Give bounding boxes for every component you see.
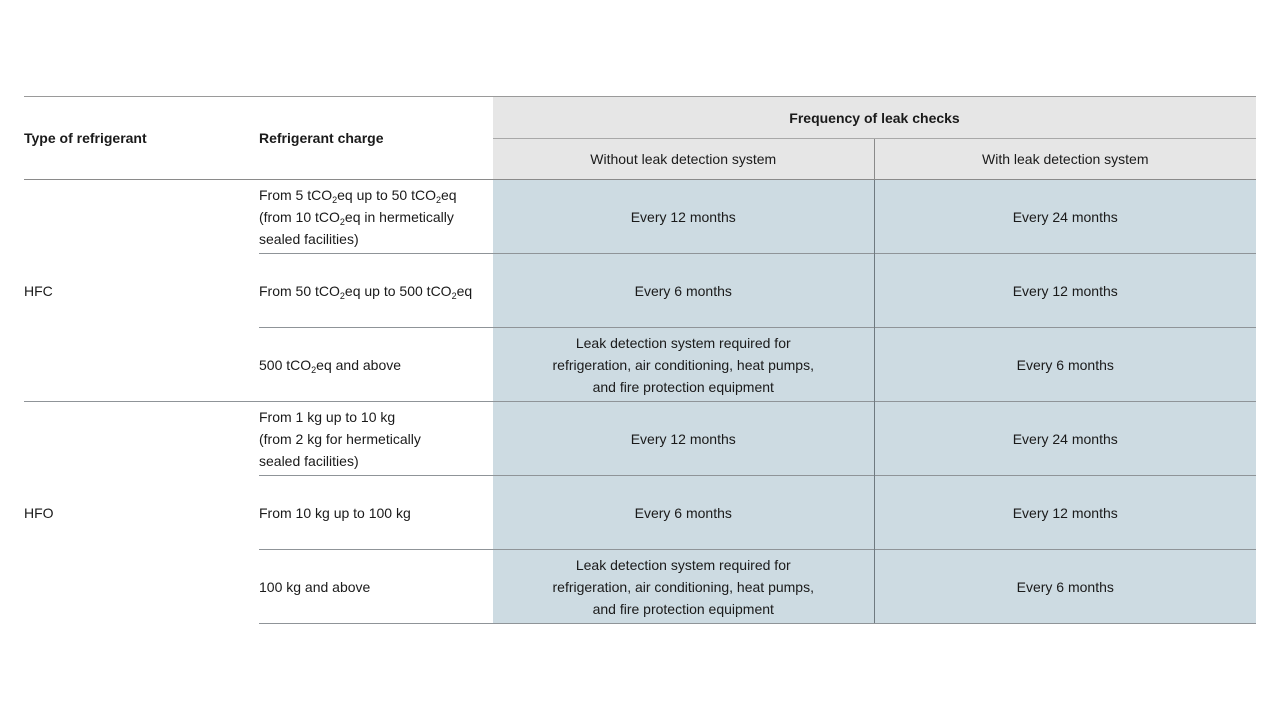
without-cell: [493, 550, 874, 624]
charge-line: (from 2 kg for hermetically: [259, 430, 421, 447]
leak-check-table: [24, 96, 1256, 624]
with-value: Every 24 months: [1012, 430, 1118, 447]
header-frequency-group: [493, 97, 1256, 139]
charge-line: From 50 tCO$_2$eq up to 500 tCO$_2$eq: [259, 282, 473, 301]
without-cell: [493, 328, 874, 402]
charge-line: sealed facilities): [259, 230, 359, 247]
without-cell: [493, 476, 874, 550]
refrigerant-type: HFC: [24, 282, 53, 299]
header-without: [493, 139, 874, 180]
charge-cell: [259, 254, 493, 328]
header-type: [24, 97, 259, 180]
refrigerant-type-cell: [24, 402, 259, 624]
without-line: and fire protection equipment: [592, 378, 774, 395]
charge-cell: [259, 402, 493, 476]
without-line: Leak detection system required for: [575, 556, 791, 573]
charge-cell: [259, 476, 493, 550]
refrigerant-type: HFO: [24, 504, 54, 521]
header-row-1: [24, 97, 1256, 139]
charge-line: From 5 tCO$_2$eq up to 50 tCO$_2$eq: [259, 186, 457, 205]
with-cell: [874, 402, 1256, 476]
header-with-label: With leak detection system: [982, 151, 1149, 167]
without-cell: [493, 254, 874, 328]
charge-line: sealed facilities): [259, 452, 359, 469]
header-type-label: Type of refrigerant: [24, 130, 147, 146]
charge-line: 500 tCO$_2$eq and above: [259, 356, 402, 375]
with-value: Every 12 months: [1012, 282, 1118, 299]
with-cell: [874, 254, 1256, 328]
header-charge: [259, 97, 493, 180]
charge-cell: [259, 550, 493, 624]
without-line: Leak detection system required for: [575, 334, 791, 351]
refrigerant-type-cell: [24, 180, 259, 402]
with-cell: [874, 550, 1256, 624]
charge-line: From 10 kg up to 100 kg: [259, 504, 411, 521]
without-line: refrigeration, air conditioning, heat pumps,: [552, 578, 814, 595]
charge-line: 100 kg and above: [259, 578, 371, 595]
without-value: Every 6 months: [634, 504, 732, 521]
with-cell: [874, 180, 1256, 254]
without-value: Every 12 months: [630, 430, 736, 447]
with-value: Every 24 months: [1012, 208, 1118, 225]
charge-cell: [259, 180, 493, 254]
without-value: Every 6 months: [634, 282, 732, 299]
without-cell: [493, 180, 874, 254]
without-line: and fire protection equipment: [592, 600, 774, 617]
without-line: refrigeration, air conditioning, heat pumps,: [552, 356, 814, 373]
header-with: [874, 139, 1256, 180]
with-cell: [874, 328, 1256, 402]
without-cell: [493, 402, 874, 476]
charge-line: (from 10 tCO$_2$eq in hermetically: [259, 208, 454, 227]
table-row: [24, 402, 1256, 476]
without-value: Every 12 months: [630, 208, 736, 225]
charge-line: From 1 kg up to 10 kg: [259, 408, 396, 425]
with-cell: [874, 476, 1256, 550]
with-value: Every 6 months: [1016, 356, 1114, 373]
header-frequency-label: Frequency of leak checks: [789, 109, 960, 126]
charge-cell: [259, 328, 493, 402]
table-row: [24, 180, 1256, 254]
header-charge-label: Refrigerant charge: [259, 130, 384, 146]
with-value: Every 6 months: [1016, 578, 1114, 595]
with-value: Every 12 months: [1012, 504, 1118, 521]
header-without-label: Without leak detection system: [590, 151, 777, 167]
